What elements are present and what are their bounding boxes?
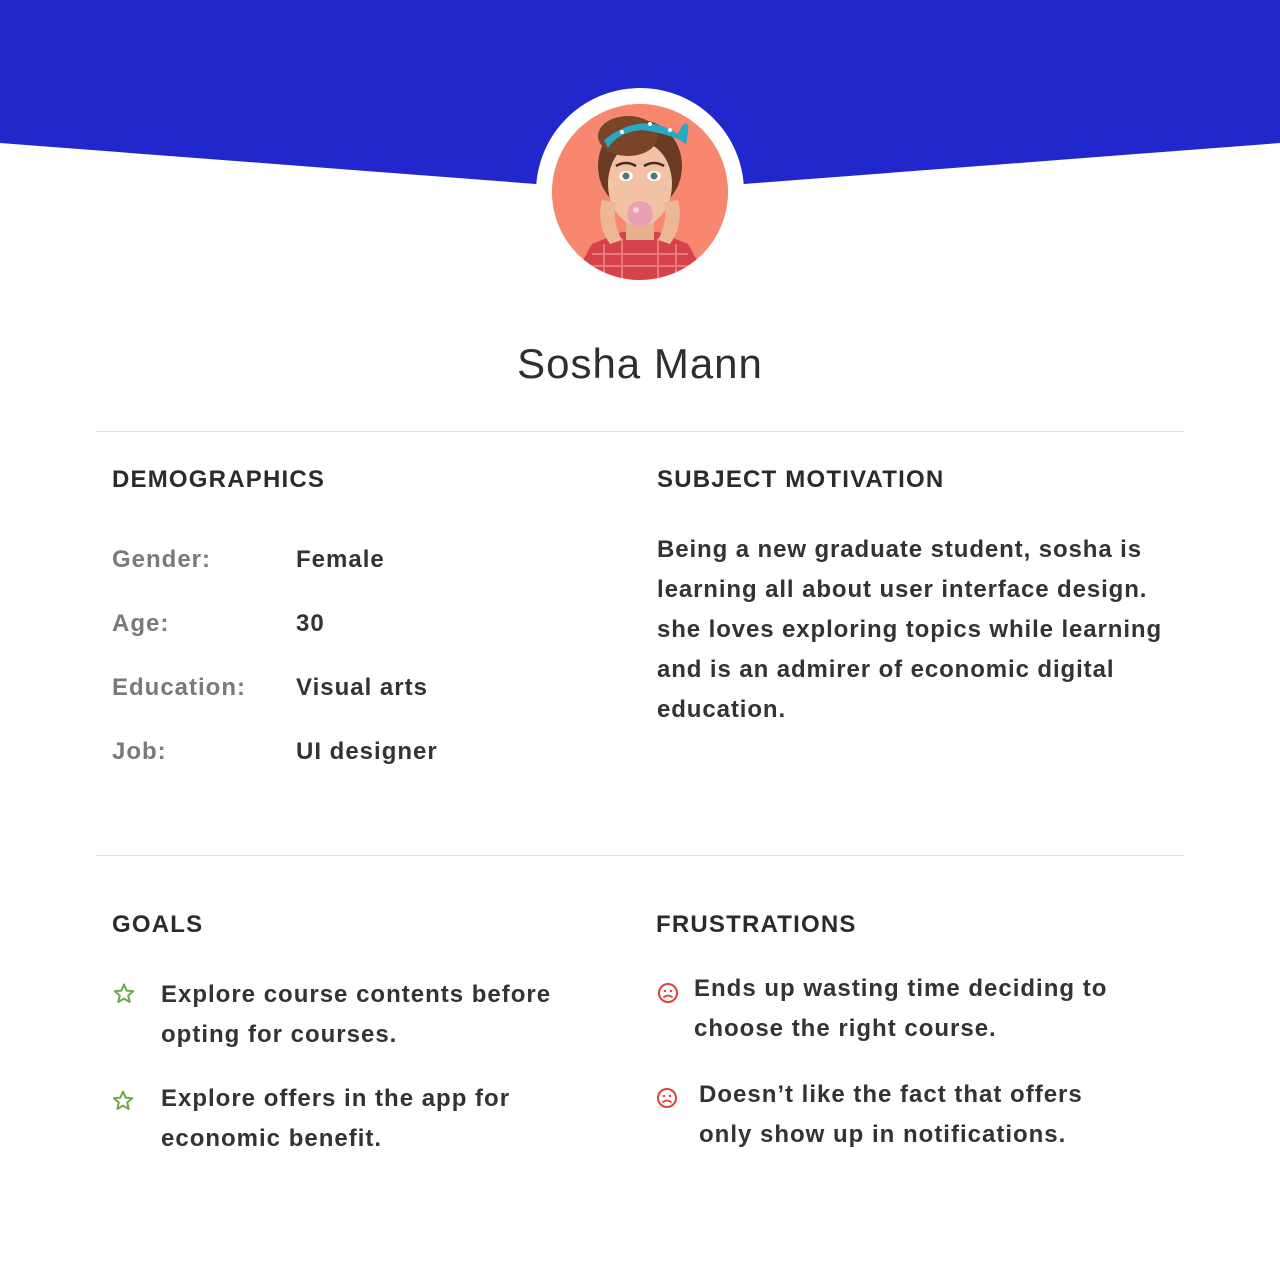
goal-item: Explore offers in the app for economic benefit. [161,1085,511,1152]
star-icon [112,982,136,1006]
frustration-item: Ends up wasting time deciding to choose the right course. [694,975,1108,1042]
avatar [552,104,728,280]
demographic-row-gender [112,546,572,582]
demographic-value: 30 [296,610,325,637]
demographic-label: Age: [112,610,170,637]
frustration-item: Doesn’t like the fact that offers only show up in notifications. [699,1081,1083,1148]
demographic-value: UI designer [296,738,438,765]
persona-name: Sosha Mann [517,340,763,387]
star-icon [111,1089,135,1113]
goals-title: GOALS [112,911,204,938]
demographic-value: Female [296,546,385,573]
goal-item: Explore course contents before opting for courses. [161,981,552,1048]
demographic-row-education [112,674,572,710]
demographic-label: Education: [112,674,246,701]
demographics-title: DEMOGRAPHICS [112,466,326,493]
demographic-label: Job: [112,738,167,765]
motivation-text: Being a new graduate student, sosha is learning all about user interface design. she loves exploring topics while learning and is an admirer of economic digital education. [657,536,1163,723]
motivation-title: SUBJECT MOTIVATION [657,466,945,493]
sad-face-icon [656,981,680,1005]
demographic-label: Gender: [112,546,212,573]
sad-face-icon [655,1086,679,1110]
divider-top [96,431,1184,432]
demographic-row-job [112,738,572,774]
frustrations-title: FRUSTRATIONS [656,911,857,938]
demographic-row-age [112,610,572,646]
persona-photo [552,104,728,280]
divider-middle [96,855,1184,856]
demographic-value: Visual arts [296,674,428,701]
